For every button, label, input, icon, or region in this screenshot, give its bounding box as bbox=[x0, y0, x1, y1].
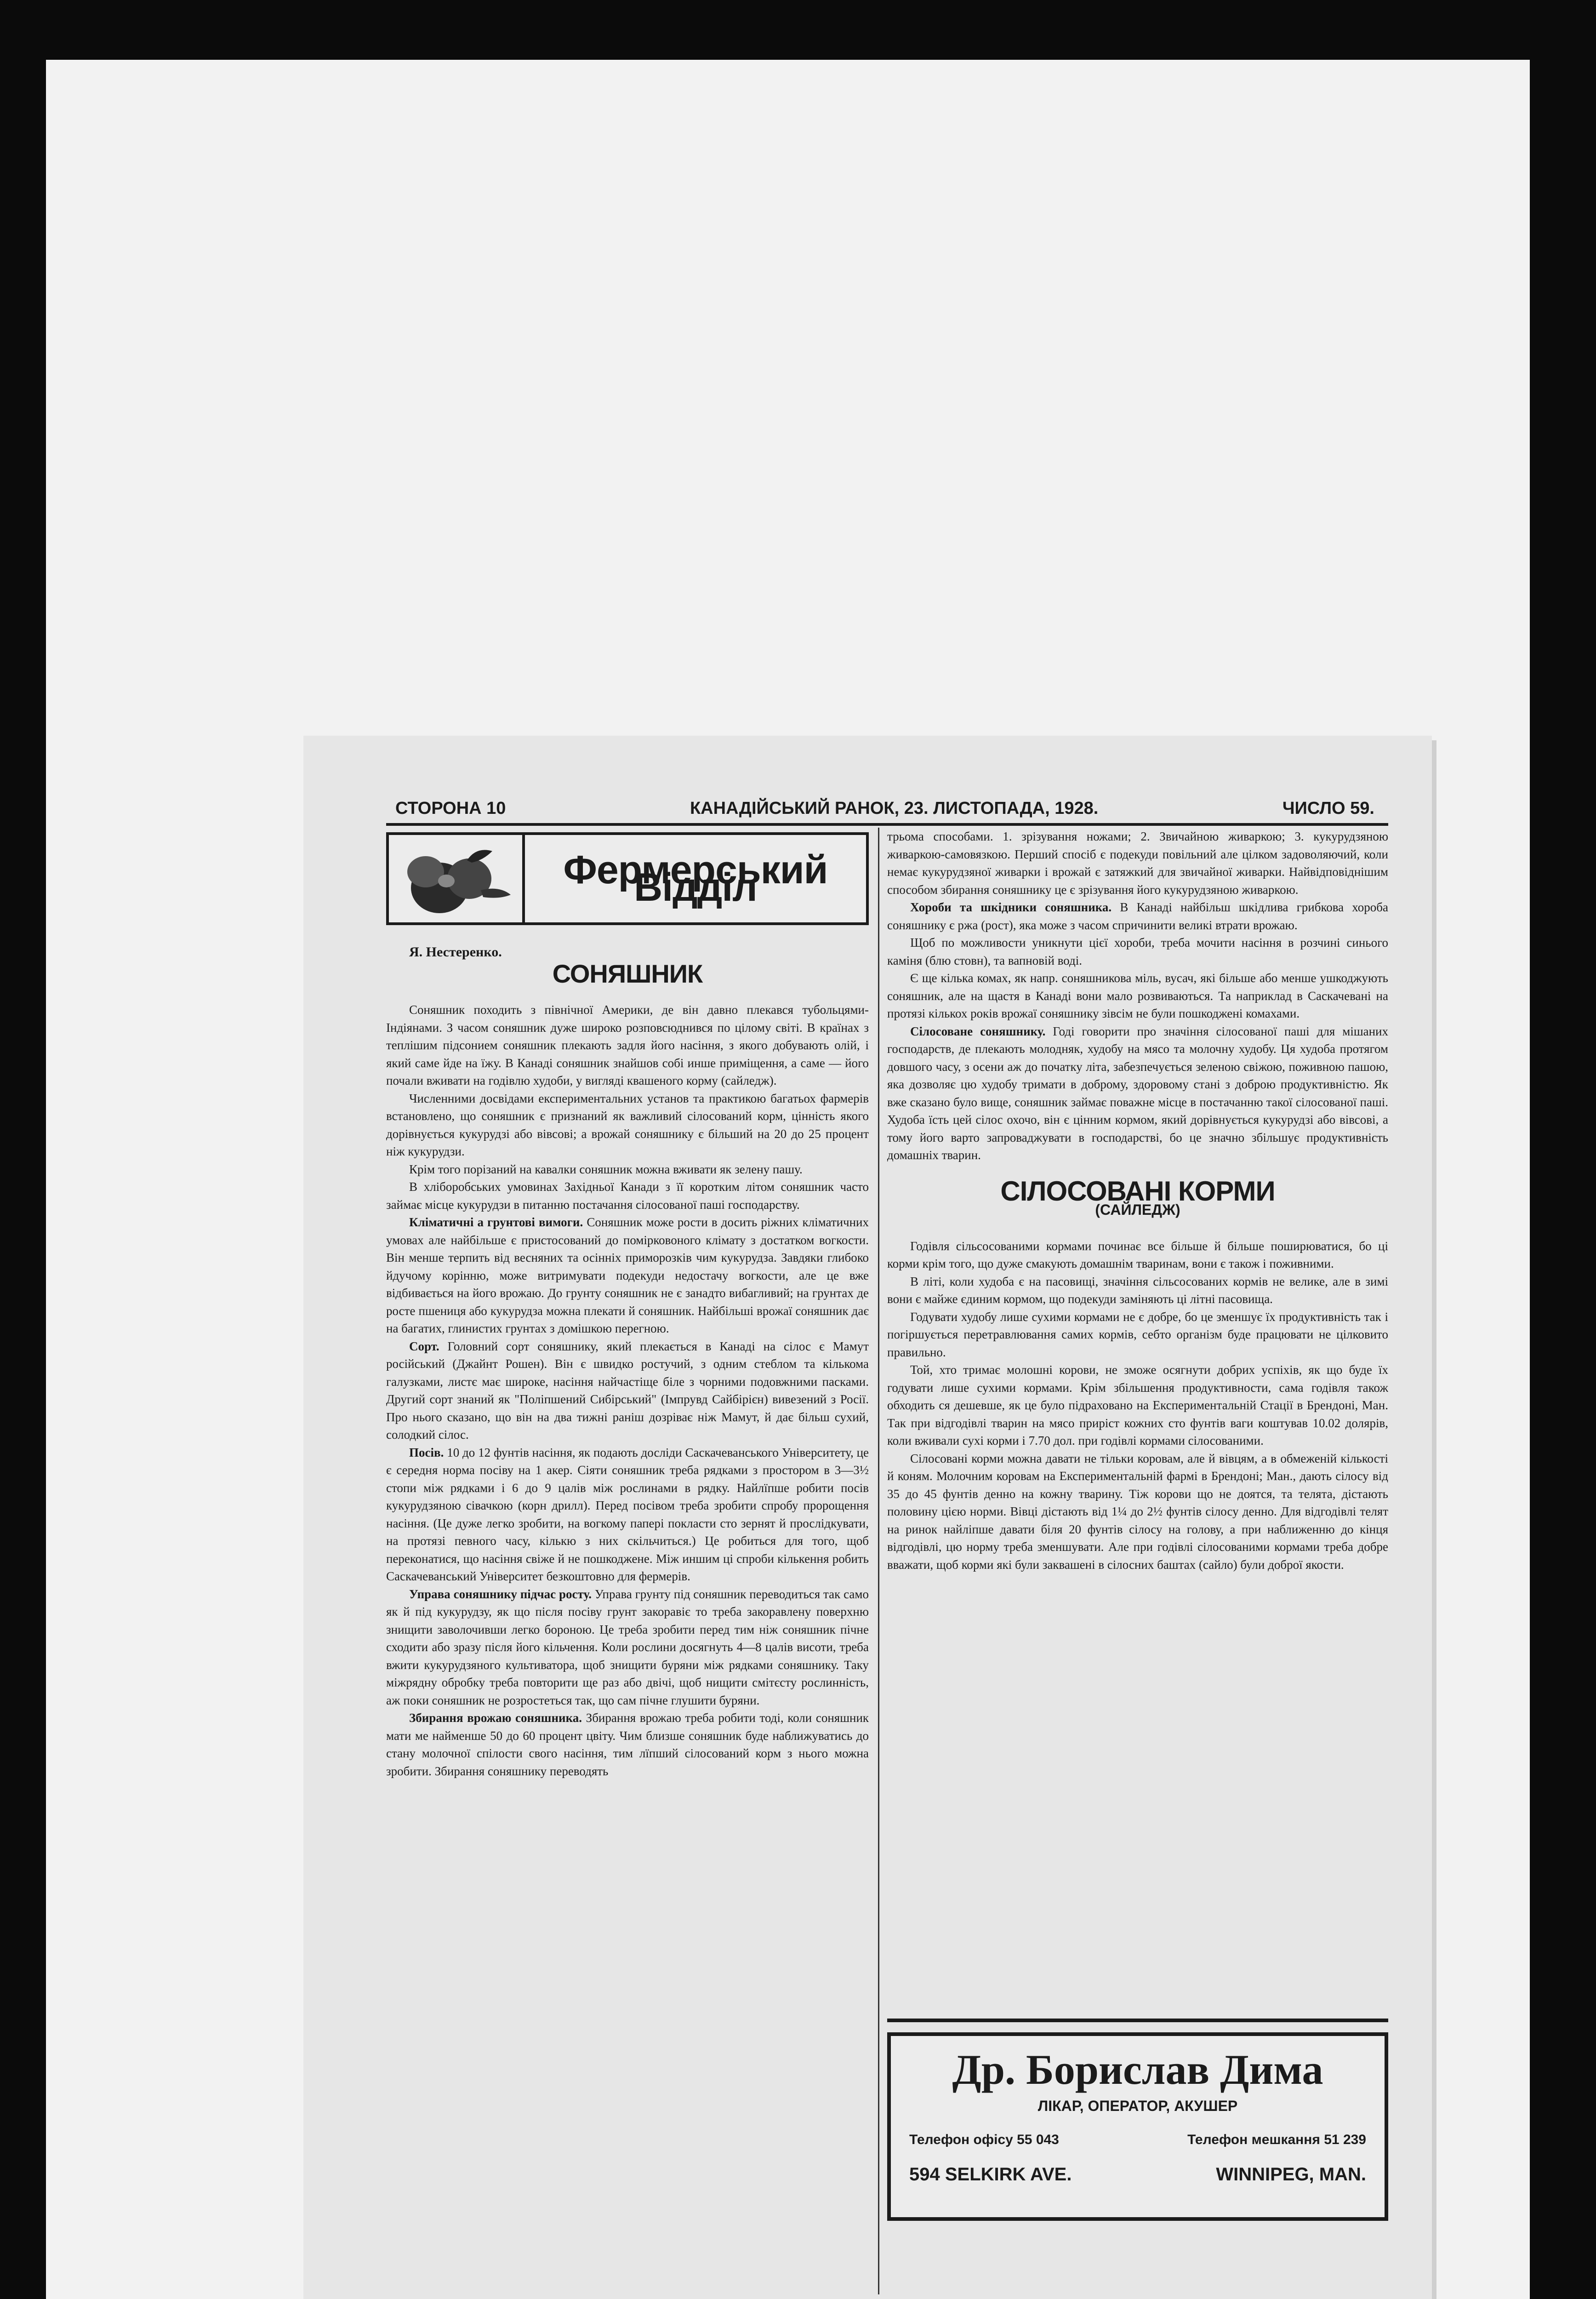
article-author: Я. Нестеренко. bbox=[409, 944, 502, 960]
paragraph-text: Головний сорт соняшнику, який плекається в Канаді на сілос є Мамут російський (Джайнт Рошен). Він є швидко ростучий, з одним стеблом та кількома галузками, листє має широке, насіння найчастіще біле з чорними подовжними пасками. Другий сорт знаний як "Поліпшений Сибірський" (Імпрувд Сайбірієн) вивезений з Росії. Про нього сказано, що він на два тижні раніш дозріває ніж Мамут, й дає більш сухий, солодкий сілос. bbox=[386, 1339, 869, 1441]
advert-address-row bbox=[909, 2164, 1366, 2185]
paragraph: Сілосовані корми можна давати не тільки коровам, але й вівцям, а в обмеженій кількості й коням. Молочним коровам на Експериментальній фармі в Брендоні; Ман., дають сілосу від 35 до 45 фунтів денно на кожну тварину. Тіж корови що не доятся, та телята, дістають половину цією норми. Вівці дістають від 1¼ до 2½ фунтів сілосу денно. Для відгодівлі телят на ринок найліпше давати біля 20 фунтів сілосу на голову, а при наближенню до кінця відгодівлі, цю норму треба зменшувати. Але при годівлі сілосованими кормами треба добре вважати, щоб корми які були заквашені в сілосних баштах (сайло) були доброї якости. bbox=[887, 1451, 1388, 1572]
advert-profession: ЛІКАР, ОПЕРАТОР, АКУШЕР bbox=[1037, 2098, 1238, 2114]
paragraph bbox=[386, 1709, 869, 1780]
paragraph-text: Годі говорити про значіння сілосованої паші для мішаних господарств, де плекають молодняк, худобу на мясо та молочну худобу. Ця худоба протягом довшого часу, з осени аж до початку літа, забезпечується зеленою свіжою, поживною пашою, яка дозволяє цю худобу тримати в доброму, здоровому стані з доброю продуктивністю. Як вже сказано було вище, соняшник займає поважне місце в постачанню такої сілосованої паші. Худоба їсть цей сілос охочо, він є цінним кормом, який дорівнується кукурудзі або вівсові, а тому його варто запроваджувати в господарстві, бо це значно збільшує продуктивність домашніх тварин. bbox=[887, 1024, 1388, 1162]
paragraph-text: В Канаді найбільш шкідлива грибкова хороба соняшнику є ржа (рост), яка може з часом спричинити великі втрати врожаю. bbox=[887, 900, 1388, 932]
newspaper-page bbox=[303, 736, 1432, 2299]
advert-rule bbox=[887, 2019, 1388, 2022]
paragraph: Годівля сільсосованими кормами починає все більше й більше поширюватися, бо ці корми крім того, що дуже смакують домашнім тваринам, вони є також і поживними. bbox=[887, 1239, 1388, 1270]
paragraph bbox=[386, 1444, 869, 1585]
paragraph-text: Управа грунту під соняшник переводиться так само як й під кукурудзу, як що після посіву грунт закоравіє то треба закоравлену поверхню знищити заволочивши легко бороною. Це треба зробити перед тим ніж соняшник пічне сходити або зразу після його кільчення. Коли рослини досягнуть 4—8 цалів висоти, треба вжити кукурудзяного культиватора, щоб знищити буряни між рядками соняшнику. Таку міжрядну обробку треба повторити ще раз або двічі, щоб нищити смітєсту рослинність, аж поки соняшник не розростеться так, що сам пічне глушити буряни. bbox=[386, 1587, 869, 1707]
advert-phone-home: Телефон мешкання 51 239 bbox=[1187, 2132, 1366, 2147]
advert-city: WINNIPEG, MAN. bbox=[1216, 2164, 1366, 2185]
section-banner bbox=[386, 832, 869, 925]
page-header bbox=[395, 791, 1374, 818]
paragraph bbox=[386, 1338, 869, 1444]
section-title: Фермерський Відділ bbox=[563, 847, 828, 909]
article-body bbox=[386, 1001, 869, 1780]
vegetables-icon bbox=[389, 835, 525, 922]
paragraph: Годувати худобу лише сухими кормами не є добре, бо це зменшує їх продуктивність так і погіршується перетравлювання самих кормів, себто організм буде працювати не цілковито правильно. bbox=[887, 1310, 1388, 1359]
paragraph: В хліборобських умовинах Західньої Канади з її коротким літом соняшник часто займає місце кукурудзи в питанню постачання сілосованої паші господарству. bbox=[386, 1180, 869, 1212]
paragraph-text: 10 до 12 фунтів насіння, як подають досліди Саскачеванського Університету, це є середня норма посіву на 1 акер. Сіяти соняшник треба рядками з простором в 3—3½ стопи між рядками і 6 до 9 цалів між рослинами в рядку. Найлїпше робити посів кукурудзяною сівачкою (корн дрилл). Перед посівом треба зробити спробу пророщення насіння. (Це дуже легко зробити, на вогкому папері покласти сто зернят й прослідкувати, на протязі певного часу, кількю з них скільчиться.) Це робиться для того, щоб переконатися, що насіння свіже й не пошкоджене. Між иншим ці спроби кількення робить Саскачеванський Університет безкоштовно для фермерів. bbox=[386, 1445, 869, 1583]
paragraph: Соняшник походить з північної Америки, де він давно плекався тубольцями-Індіянами. З часом соняшник дуже широко розповсюднився по цілому світі. В країнах з теплішим підсонием соняшник плекають задля його насіння, з якого добувають олій, і який саме йде на їжу. В Канаді соняшник знайшов собі инше приміщення, а саме — його почали вживати на годівлю худоби, у вигляді квашеного корму (сайледж). bbox=[386, 1003, 869, 1087]
paragraph: Крім того порізаний на кавалки соняшник можна вживати як зелену пашу. bbox=[409, 1162, 803, 1176]
article-subtitle-2: (САЙЛЕДЖ) bbox=[1095, 1201, 1180, 1218]
paragraph: Щоб по можливости уникнути цієї хороби, треба мочити насіння в розчині синього каміня (блю стовн), та вапновій воді. bbox=[887, 936, 1388, 967]
paragraph bbox=[386, 1585, 869, 1710]
masthead: КАНАДІЙСЬКИЙ РАНОК, 23. ЛИСТОПАДА, 1928. bbox=[690, 799, 1099, 818]
paragraph-lead: Кліматичні а грунтові вимоги. bbox=[409, 1215, 583, 1229]
paragraph: Той, хто тримає молошні корови, не зможе осягнути добрих успіхів, як що буде їх годувати лише сухими кормами. Крім збільшення продуктивности, сама годівля також обходить ся дешевше, як це було підраховано на Експериментальній Стації в Брендоні, Ман. Так при відгодівлі тварин на мясо приріст кожних сто фунтів ваги коштував 10.02 долярів, коли вживали сухі корми і 7.70 дол. при годівлі кормами сілосованими. bbox=[887, 1363, 1388, 1447]
page-number: СТОРОНА 10 bbox=[395, 799, 506, 818]
issue-number: ЧИСЛО 59. bbox=[1282, 799, 1374, 818]
paragraph: трьома способами. 1. зрізування ножами; 2. Звичайною живаркою; 3. кукурудзяною живаркою-самовязкою. Перший спосіб є подекуди повільний але цілком задоволяючий, коли немає кукурудзяної живарки і врожай є затяжкий для звичайної живарки. Найвідповіднішим способом збирання соняшнику це є зрізування його кукурудзяною живаркою. bbox=[887, 829, 1388, 897]
left-column bbox=[386, 832, 869, 2193]
right-column bbox=[887, 828, 1388, 2000]
paragraph-lead: Сорт. bbox=[409, 1339, 439, 1353]
advert-name: Др. Борислав Дима bbox=[952, 2046, 1323, 2093]
advert-address: 594 SELKIRK AVE. bbox=[909, 2164, 1072, 2185]
microfilm-frame bbox=[46, 60, 1530, 2299]
paragraph-lead: Сілосоване соняшнику. bbox=[910, 1024, 1046, 1038]
header-rule bbox=[386, 823, 1388, 826]
paragraph: Є ще кілька комах, як напр. соняшникова міль, вусач, які більше або менше ушкоджують соняшник, але на щастя в Канаді вони мало розвиваються. Та наприклад в Саскачевані на протязі кількох років врожаї соняшнику зівсім не були пошкоджені комахами. bbox=[887, 971, 1388, 1020]
advert-phones bbox=[909, 2132, 1366, 2148]
column-divider bbox=[878, 828, 879, 2294]
paragraph-lead: Збирання врожаю соняшника. bbox=[409, 1711, 582, 1725]
paragraph-lead: Управа соняшнику підчас росту. bbox=[409, 1587, 592, 1601]
paragraph-lead: Хороби та шкідники соняшника. bbox=[910, 900, 1112, 914]
paragraph bbox=[887, 1023, 1388, 1164]
paragraph: Численними досвідами експериментальних установ та практикою багатьох фармерів встановлено, що соняшник є признаний як важливий сілосований корм, цінність якого дорівнується кукурудзі або вівсові; а врожай соняшнику є більший на 20 до 25 процент ніж кукурудзи. bbox=[386, 1091, 869, 1158]
article-title: СОНЯШНИК bbox=[552, 959, 703, 988]
paragraph bbox=[887, 898, 1388, 934]
doctor-advert bbox=[887, 2032, 1388, 2221]
paragraph-text: Збирання врожаю треба робити тоді, коли соняшник мати ме найменше 50 до 60 процент цвіту. Чим близше соняшник буде наближуватись до стану молочної спілости свого насіння, тим лїпший сілосований корм з нього можна зробити. Збирання соняшнику переводять bbox=[386, 1711, 869, 1778]
paragraph bbox=[386, 1213, 869, 1338]
paragraph-text: Соняшник може рости в досить ріжних кліматичних умовах але найбільше є пристосований до помірковоного клімату з достатком вогкости. Він менше терпить від весняних та осінніх приморозків чим кукурудза. Завдяки глибоко йдучому корінню, може витримувати подекуди недостачу вогкости, але це вже відбивається на його врожаю. До грунту соняшник не є занадто вибагливий; на грунтах де росте пшениця або кукурудза можна плекати й соняшник. Найбільші врожаї соняшник дає на багатих, глинистих грунтах з домішкою перегною. bbox=[386, 1215, 869, 1335]
paragraph: В літі, коли худоба є на пасовищі, значіння сільсосованих кормів не велике, але в зимі вони є майже єдиним кормом, що подекуди заміняють ці літні пасовища. bbox=[887, 1274, 1388, 1306]
advert-phone-office: Телефон офісу 55 043 bbox=[909, 2132, 1059, 2147]
article-title-2: СІЛОСОВАНІ КОРМИ bbox=[1000, 1175, 1275, 1207]
paragraph-lead: Посів. bbox=[409, 1445, 444, 1459]
